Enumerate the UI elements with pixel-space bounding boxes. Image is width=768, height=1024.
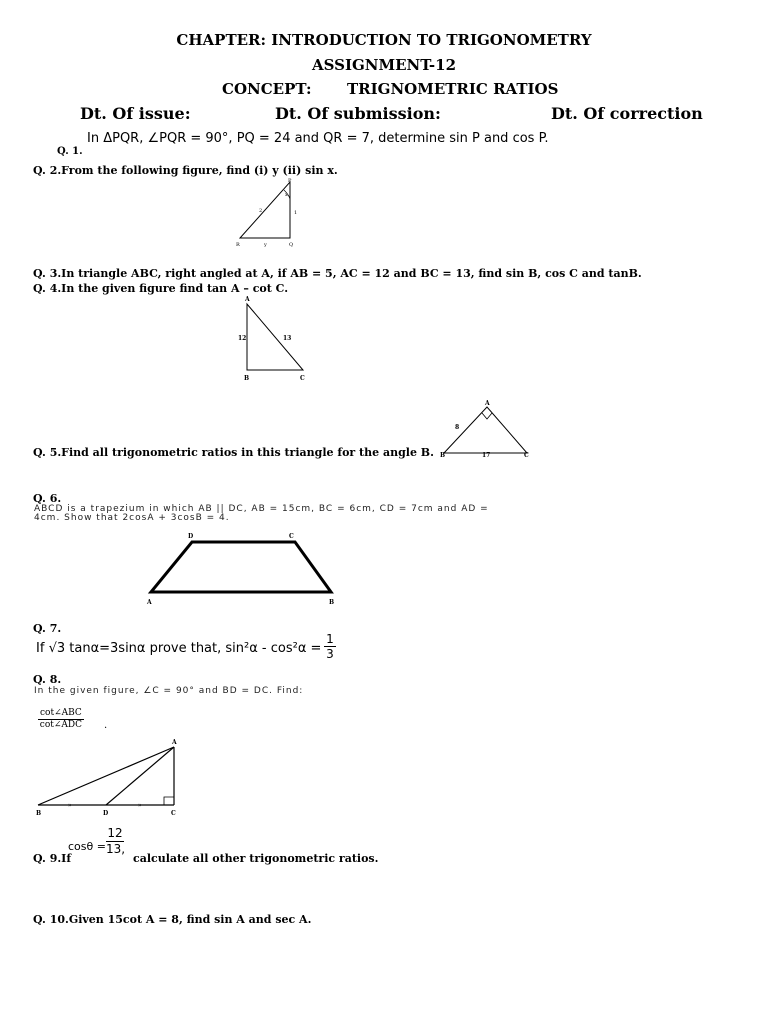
fig5-triangle	[438, 398, 532, 458]
fig5-side-bc: 17	[482, 452, 491, 458]
date-correction: Dt. Of correction	[551, 104, 703, 123]
q1-text: In ΔPQR, ∠PQR = 90°, PQ = 24 and QR = 7, determine sin P and cos P.	[87, 131, 549, 146]
fig5-label-c: C	[524, 452, 529, 458]
fig2-side-base: y	[264, 242, 267, 248]
fig2-label-p: P	[288, 178, 292, 184]
q7-fraction	[324, 632, 336, 661]
q9-frac-num: 12	[107, 826, 123, 840]
fig2-side-hyp: 2	[259, 208, 263, 214]
fig2-label-q: Q	[289, 242, 294, 248]
q7-frac-num: 1	[326, 632, 334, 646]
date-submission: Dt. Of submission:	[275, 104, 441, 123]
fig4-side-ac: 13	[283, 335, 292, 342]
fig8-label-b: B	[36, 810, 42, 817]
date-issue: Dt. Of issue:	[80, 104, 191, 123]
q9-tail: calculate all other trigonometric ratios.	[133, 852, 379, 865]
q5-text: Q. 5.Find all trigonometric ratios in this triangle for the angle B.	[33, 446, 434, 459]
fig6-label-d: D	[188, 533, 194, 540]
concept-label: CONCEPT:	[222, 80, 312, 98]
q8-frac-tail: .	[104, 720, 108, 731]
fig6-label-b: B	[329, 599, 335, 606]
q7-number: Q. 7.	[33, 622, 62, 635]
q7-expression	[36, 641, 321, 656]
q8-fraction	[38, 708, 84, 731]
fig5-label-b: B	[440, 452, 446, 458]
q9-fraction	[106, 826, 124, 857]
q8-number: Q. 8.	[33, 673, 62, 686]
q7-prefix: If	[36, 641, 45, 656]
q9-cos-label: cosθ =	[68, 840, 106, 853]
q7-frac-den: 3	[324, 646, 336, 661]
q7-body: tanα=3sinα prove that, sin²α - cos²α =	[69, 641, 322, 656]
svg-text:»: »	[138, 802, 142, 809]
q1-number: Q. 1.	[57, 146, 83, 157]
fig5-side-ab: 8	[455, 424, 460, 431]
fig2-label-r: R	[236, 242, 240, 248]
fig8-triangle	[30, 737, 186, 819]
fig2-triangle	[232, 176, 302, 248]
q2-text: Q. 2.From the following figure, find (i) y (ii) sin x.	[33, 164, 338, 177]
fig4-triangle	[236, 294, 312, 384]
q6-line2: 4cm. Show that 2cosA + 3cosB = 4.	[34, 513, 230, 523]
q8-frac-num: cot∠ABC	[40, 708, 82, 718]
fig4-side-ab: 12	[238, 335, 247, 342]
q3-text: Q. 3.In triangle ABC, right angled at A, if AB = 5, AC = 12 and BC = 13, find sin B, cos C and tanB.	[33, 267, 642, 280]
fig6-trapezium	[143, 530, 343, 608]
fig8-label-c: C	[171, 810, 176, 817]
fig4-label-b: B	[244, 375, 250, 382]
q10-text: Q. 10.Given 15cot A = 8, find sin A and sec A.	[33, 913, 312, 926]
q9-number: Q. 9.If	[33, 852, 72, 865]
fig2-angle: x	[285, 192, 288, 198]
q4-text: Q. 4.In the given figure find tan A – cot C.	[33, 282, 289, 295]
q9-frac-den: 13,	[106, 842, 126, 856]
fig5-label-a: A	[485, 400, 490, 407]
svg-text:»: »	[68, 802, 72, 809]
fig2-side-right: 1	[294, 210, 298, 216]
q8-line1: In the given figure, ∠C = 90° and BD = DC. Find:	[34, 686, 304, 696]
fig8-label-d: D	[103, 810, 109, 817]
chapter-title: CHAPTER: INTRODUCTION TO TRIGONOMETRY	[176, 31, 592, 49]
q8-frac-den: cot∠ADC	[39, 720, 82, 730]
q6-line1: ABCD is a trapezium in which AB || DC, AB = 15cm, BC = 6cm, CD = 7cm and AD =	[34, 504, 489, 514]
concept-value: TRIGNOMETRIC RATIOS	[347, 80, 559, 98]
assignment-title: ASSIGNMENT-12	[311, 56, 457, 74]
q7-sqrt: √3	[48, 641, 66, 656]
fig6-label-c: C	[289, 533, 294, 540]
q6-number: Q. 6.	[33, 492, 62, 505]
fig8-label-a: A	[172, 739, 177, 746]
fig4-label-a: A	[245, 296, 250, 303]
fig4-label-c: C	[300, 375, 305, 382]
fig6-label-a: A	[147, 599, 152, 606]
